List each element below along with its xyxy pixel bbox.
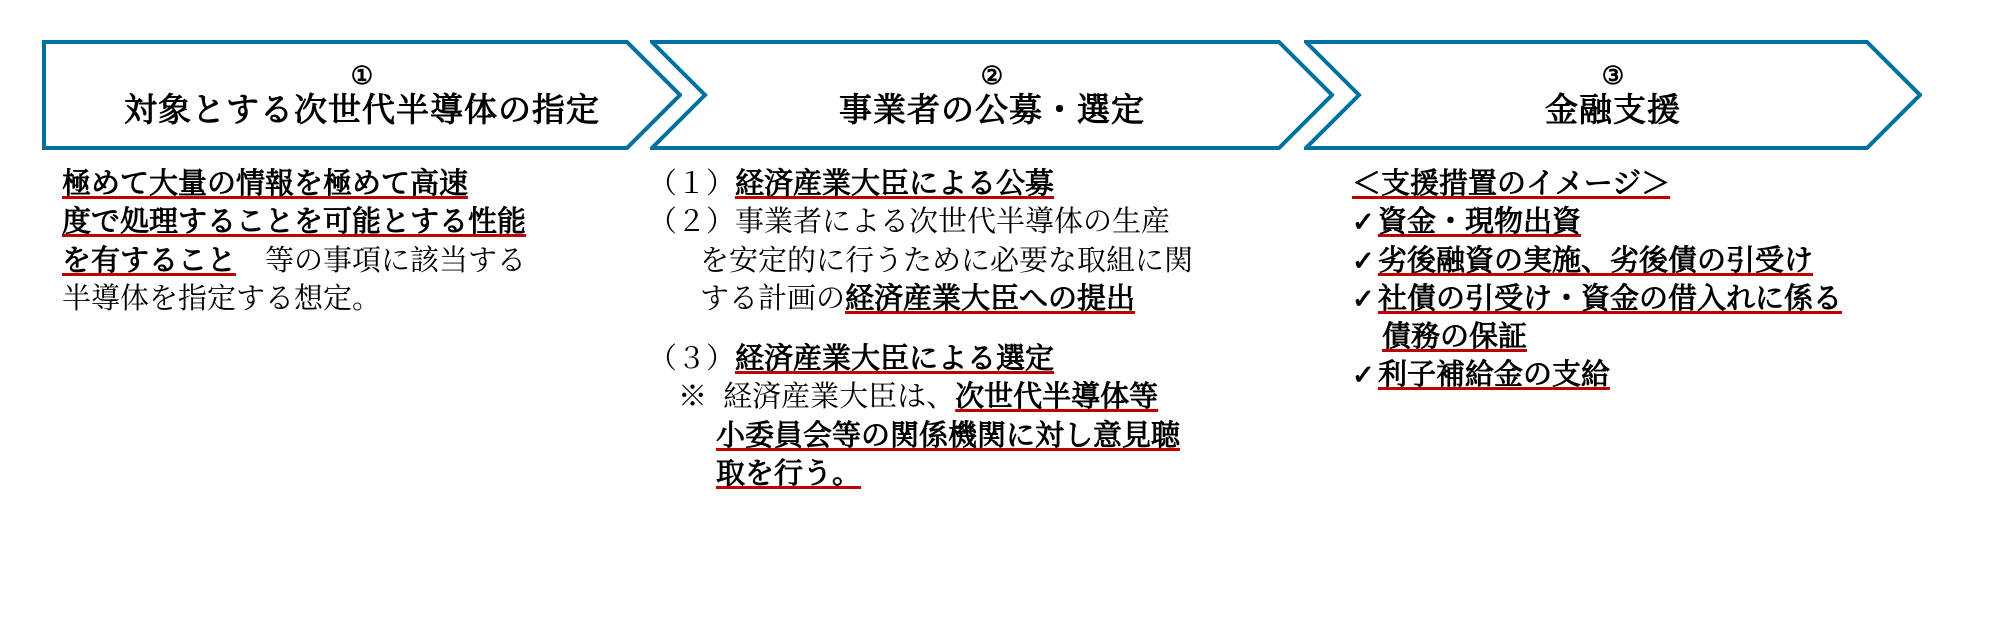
chevron-step-2 — [650, 40, 1334, 150]
column-step-1-body — [62, 165, 632, 318]
check-icon: ✓ — [1352, 360, 1375, 391]
check-icon: ✓ — [1352, 245, 1375, 276]
column-step-2-body — [648, 165, 1288, 493]
col3-item-3 — [1352, 280, 1912, 318]
col3-heading: ＜支援措置のイメージ＞ — [1352, 168, 1671, 200]
col1-line-3-bold: を有すること — [62, 244, 237, 277]
col2-item-4-text-1b: 次世代半導体等 — [955, 381, 1159, 414]
col3-item-2 — [1352, 242, 1912, 280]
col1-line-4: 半導体を指定する想定。 — [62, 282, 382, 315]
col2-item-4-marker: ※ — [678, 381, 708, 414]
col3-item-2-text: 劣後融資の実施、劣後債の引受け — [1378, 244, 1814, 277]
chevron-step-3 — [1304, 40, 1922, 150]
col2-item-4-line-2: 小委員会等の関係機関に対し意見聴 — [716, 419, 1181, 452]
col2-item-3-line-1 — [648, 340, 1288, 378]
col3-item-3-text-1: 社債の引受け・資金の借入れに係る — [1378, 282, 1843, 315]
chevron-step-1 — [42, 40, 682, 150]
col2-item-1-line-1 — [648, 165, 1288, 203]
col1-line-2: 度で処理することを可能とする性能 — [62, 206, 527, 239]
col2-item-1-text: 経済産業大臣による公募 — [735, 168, 1055, 200]
col2-item-4 — [648, 378, 1288, 493]
col2-item-2-line-2: を安定的に行うために必要な取組に関 — [700, 244, 1194, 277]
col2-item-3 — [648, 340, 1288, 378]
col2-item-3-marker: （３） — [648, 343, 736, 376]
chevron-step-2-title: 事業者の公募・選定 — [839, 90, 1145, 128]
col3-item-1-text: 資金・現物出資 — [1378, 206, 1582, 239]
col2-item-2-line-1 — [648, 203, 1288, 241]
col2-item-2-text-3a: する計画の — [700, 282, 846, 315]
col2-item-3-text: 経済産業大臣による選定 — [735, 343, 1055, 376]
col2-item-4-text-1a: 経済産業大臣は、 — [723, 381, 956, 414]
chevron-step-1-title: 対象とする次世代半導体の指定 — [124, 90, 600, 128]
chevron-step-3-title: 金融支援 — [1545, 90, 1681, 128]
col2-item-2-marker: （２） — [648, 206, 736, 239]
col2-item-4-line-3: 取を行う。 — [716, 457, 862, 490]
col3-item-3-line-2 — [1352, 318, 1912, 356]
col1-line-3-plain: 等の事項に該当する — [236, 244, 527, 277]
col1-line-1: 極めて大量の情報を極めて高速 — [62, 168, 469, 200]
col2-item-4-line-1 — [648, 378, 1288, 416]
col3-item-4-text: 利子補給金の支給 — [1378, 359, 1611, 392]
chevron-step-2-number: ② — [980, 61, 1004, 90]
col3-item-1 — [1352, 203, 1912, 241]
col3-item-3-text-2: 債務の保証 — [1382, 321, 1528, 354]
col2-spacer — [648, 318, 1288, 340]
process-chevron-banner — [42, 40, 1922, 150]
col2-item-1 — [648, 165, 1288, 203]
check-icon: ✓ — [1352, 207, 1375, 238]
col3-item-4 — [1352, 356, 1912, 394]
col2-item-2 — [648, 203, 1288, 318]
col2-item-2-text-3b: 経済産業大臣への提出 — [845, 282, 1136, 315]
col2-item-1-marker: （１） — [648, 168, 736, 200]
chevron-step-1-number: ① — [350, 61, 374, 90]
col1-line-3 — [62, 242, 632, 280]
col2-item-2-text-1: 事業者による次世代半導体の生産 — [735, 206, 1171, 239]
chevron-step-3-number: ③ — [1601, 61, 1625, 90]
column-step-3-body — [1352, 165, 1912, 395]
col2-item-2-line-3 — [648, 280, 1288, 318]
check-icon: ✓ — [1352, 283, 1375, 314]
